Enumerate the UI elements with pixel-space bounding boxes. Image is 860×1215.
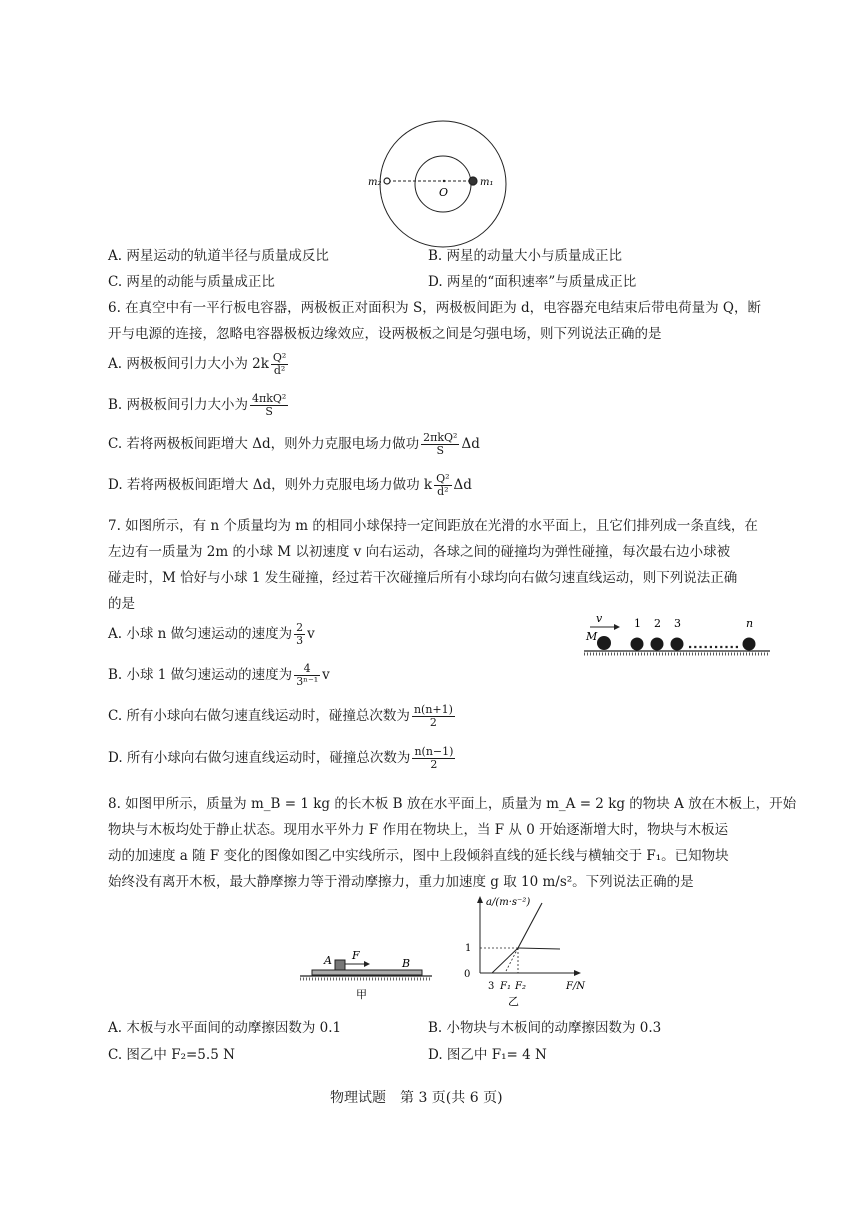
q6-option-c-text: C. 若将两极板间距增大 Δd，则外力克服电场力做功	[108, 436, 420, 452]
x-tick-f2: F₂	[515, 981, 526, 992]
q7-option-d	[108, 746, 457, 771]
q7-option-b-tail: v	[322, 667, 330, 683]
q8-option-b: B. 小物块与木板间的动摩擦因数为 0.3	[428, 1020, 662, 1036]
label-m2: m₂	[368, 177, 382, 188]
q6-option-d-fraction: $\frac{\text{Q²}}{\text{d²}}$	[436, 472, 450, 498]
q6-option-d-text: D. 若将两极板间距增大 Δd，则外力克服电场力做功 k	[108, 477, 433, 493]
q7-stem-line4: 的是	[108, 596, 135, 612]
label-m1: m₁	[480, 177, 494, 188]
ball-3	[671, 638, 684, 651]
q5-option-c: C. 两星的动能与质量成正比	[108, 274, 275, 290]
origin-label: 0	[464, 969, 471, 980]
q7-stem-line2: 左边有一质量为 2m 的小球 M 以初速度 v 向右运动，各球之间的碰撞均为弹性碰撞，每次最右边小球被	[108, 544, 731, 560]
label-jia: 甲	[356, 988, 367, 1001]
q6-option-b-text: B. 两极板间引力大小为	[108, 397, 249, 413]
label-ball-1: 1	[634, 617, 641, 630]
binary-star-figure	[360, 118, 540, 253]
flat-segment	[518, 948, 560, 949]
label-v: v	[596, 612, 603, 625]
q6-option-b	[108, 393, 290, 418]
q6-option-c-fraction: $\frac{\text{2πkQ²}}{S}$	[423, 431, 458, 457]
q7-option-a	[108, 622, 315, 647]
q7-option-a-fraction: $\frac{2}{3}$	[296, 621, 304, 647]
balls-figure	[582, 612, 772, 662]
block-board-figure	[292, 945, 442, 1005]
q8-stem-line1: 8. 如图甲所示，质量为 m_B = 1 kg 的长木板 B 放在水平面上，质量为 m_A = 2 kg 的物块 A 放在木板上，开始	[108, 796, 797, 812]
q7-option-b-fraction: $\frac{4}{\text{3ⁿ⁻¹}}$	[296, 662, 319, 688]
q5-option-d: D. 两星的“面积速率”与质量成正比	[428, 274, 637, 290]
q6-stem-line1: 6. 在真空中有一平行板电容器，两极板正对面积为 S，两极板间距为 d，电容器充电结束后带电荷量为 Q，断	[108, 300, 762, 316]
upper-slope	[518, 903, 542, 948]
label-F: F	[352, 949, 360, 962]
y-axis-label: a/(m·s⁻²)	[486, 897, 531, 908]
star-m1	[469, 177, 477, 185]
q6-option-d	[108, 473, 472, 498]
q8-stem-line4: 始终没有离开木板，最大静摩擦力等于滑动摩擦力，重力加速度 g 取 10 m/s²。下列说法正确的是	[108, 874, 694, 890]
q6-option-c-tail: Δd	[461, 436, 480, 452]
y-axis-arrow	[477, 896, 483, 903]
x-axis-arrow	[574, 970, 581, 976]
label-B: B	[402, 957, 411, 970]
a-f-graph	[448, 893, 598, 1011]
q8-option-d: D. 图乙中 F₁= 4 N	[428, 1047, 547, 1063]
q6-option-b-fraction: $\frac{\text{4πkQ²}}{S}$	[252, 392, 287, 418]
q7-option-b	[108, 663, 330, 688]
q7-option-d-fraction: $\frac{n(n-1)}{2}$	[414, 745, 454, 771]
q6-option-a-fraction: $\frac{\text{Q²}}{\text{d²}}$	[272, 351, 287, 377]
q8-option-a: A. 木板与水平面间的动摩擦因数为 0.1	[108, 1020, 342, 1036]
block-A	[335, 960, 345, 970]
q7-option-a-text: A. 小球 n 做匀速运动的速度为	[108, 626, 293, 642]
label-yi: 乙	[508, 995, 519, 1008]
q7-stem-line3: 碰走时，M 恰好与小球 1 发生碰撞，经过若干次碰撞后所有小球均向右做匀速直线运动，则下列说法正确	[108, 570, 738, 586]
force-arrowhead	[364, 961, 370, 967]
ball-2	[651, 638, 664, 651]
q6-option-a-text: A. 两极板间引力大小为 2k	[108, 356, 269, 372]
q8-stem-line2: 物块与木板均处于静止状态。现用水平外力 F 作用在物块上，当 F 从 0 开始逐渐增大时，物块与木板运	[108, 822, 729, 838]
label-ball-2: 2	[654, 617, 661, 630]
star-m2	[384, 178, 390, 184]
q8-option-c: C. 图乙中 F₂=5.5 N	[108, 1047, 235, 1063]
x-axis-label: F/N	[566, 981, 586, 992]
label-o: O	[439, 186, 449, 199]
x-tick-3: 3	[488, 981, 495, 992]
q7-option-a-tail: v	[307, 626, 315, 642]
q6-stem-line2: 开与电源的连接，忽略电容器极板边缘效应，设两极板之间是匀强电场，则下列说法正确的是	[108, 326, 662, 342]
ball-1	[631, 638, 644, 651]
x-tick-f1: F₁	[500, 981, 511, 992]
board-B	[312, 970, 422, 975]
lower-slope	[492, 948, 518, 973]
label-ball-n: n	[746, 617, 754, 630]
q7-option-c-text: C. 所有小球向右做匀速直线运动时，碰撞总次数为	[108, 708, 410, 724]
ball-M	[597, 636, 611, 650]
q7-stem-line1: 7. 如图所示，有 n 个质量均为 m 的相同小球保持一定间距放在光滑的水平面上，且它们排列成一条直线，在	[108, 518, 758, 534]
q6-option-d-tail: Δd	[453, 477, 472, 493]
q6-option-c	[108, 432, 480, 457]
q7-option-d-text: D. 所有小球向右做匀速直线运动时，碰撞总次数为	[108, 750, 411, 766]
q5-option-b: B. 两星的动量大小与质量成正比	[428, 248, 623, 264]
q5-option-a: A. 两星运动的轨道半径与质量成反比	[108, 248, 329, 264]
q6-option-a	[108, 352, 290, 377]
velocity-arrowhead	[614, 624, 620, 630]
q7-option-c-fraction: $\frac{n(n+1)}{2}$	[413, 703, 453, 729]
label-ball-3: 3	[674, 617, 681, 630]
inner-orbit	[415, 156, 471, 212]
y-tick-1: 1	[465, 943, 472, 954]
center-o	[443, 180, 445, 182]
q7-option-b-text: B. 小球 1 做匀速运动的速度为	[108, 667, 293, 683]
q8-stem-line3: 动的加速度 a 随 F 变化的图像如图乙中实线所示，图中上段倾斜直线的延长线与横轴交于 F₁。已知物块	[108, 848, 729, 864]
extension-dashed	[505, 948, 518, 973]
label-ball-M: M	[586, 630, 598, 643]
q7-option-c	[108, 704, 457, 729]
page-footer: 物理试题 第 3 页(共 6 页)	[330, 1090, 503, 1106]
label-A: A	[324, 954, 332, 967]
ball-n	[743, 638, 756, 651]
